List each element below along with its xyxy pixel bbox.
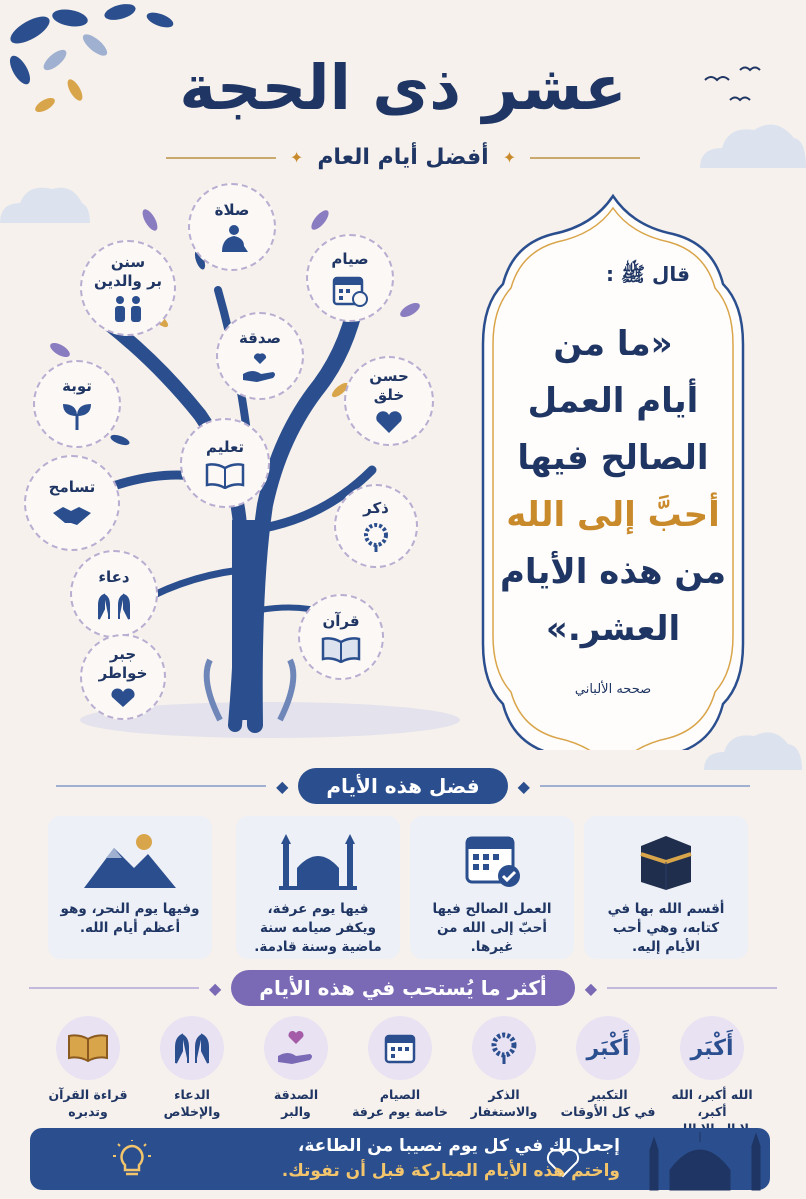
virtue-card: [584, 816, 748, 959]
prayer-beads-icon: [359, 522, 393, 554]
takbir-calligraphy-icon: [680, 1016, 744, 1080]
bubble-label: صلاة: [214, 200, 250, 219]
virtues-heading: فضل هذه الأيام: [298, 768, 507, 804]
diamond-icon: ◆: [208, 978, 222, 998]
bubble-talim: [180, 418, 270, 508]
virtue-card: [236, 816, 400, 959]
hadith-line: الصالح فيها: [517, 438, 709, 478]
bubble-dhikr: [334, 484, 418, 568]
bubble-label: صدقة: [238, 328, 282, 347]
heart-icon: [110, 687, 136, 709]
hadith-line: من هذه الأيام: [499, 552, 727, 592]
praying-hands-icon: [95, 591, 133, 621]
bubble-tawba: [33, 360, 121, 448]
bubble-quran: [298, 594, 384, 680]
divider: [29, 987, 199, 989]
divider: [540, 785, 750, 787]
recommended-item: [348, 1016, 452, 1120]
parents-icon: [108, 295, 148, 323]
quran-icon: [56, 1016, 120, 1080]
bubble-dua: [70, 550, 158, 638]
prayer-icon: [214, 224, 250, 254]
mosque-silhouette-icon: [640, 1112, 770, 1192]
virtue-text: أقسم الله بها في كتابه، وهي أحب الأيام إليه.: [607, 901, 725, 955]
hadith-line-highlight: أحبَّ إلى الله: [506, 495, 720, 535]
quran-icon: [321, 635, 361, 663]
bubble-label: خلق: [373, 386, 405, 404]
item-line: الدعاء: [174, 1087, 210, 1102]
diamond-icon: ◆: [276, 776, 289, 796]
takbir-badge: أَكْبَر: [586, 1035, 630, 1061]
recommended-item: [244, 1016, 348, 1120]
hadith-line: العشر.»: [545, 609, 681, 649]
takbir-calligraphy-icon: [576, 1016, 640, 1080]
item-line: في كل الأوقات: [560, 1104, 656, 1119]
bubble-label: حسن: [369, 367, 409, 385]
prayer-beads-icon: [472, 1016, 536, 1080]
item-line: الصدقة: [273, 1087, 319, 1102]
star-icon: ✦: [502, 148, 517, 167]
bubble-tasamuh: [24, 455, 120, 551]
mountain-icon: [80, 824, 180, 894]
bubble-label: سنن: [110, 253, 146, 271]
kaaba-icon: [631, 824, 701, 894]
divider: [607, 987, 777, 989]
charity-hand-icon: [241, 352, 279, 384]
bubble-sunan: [80, 240, 176, 336]
item-line: الصيام: [379, 1087, 421, 1102]
mosque-icon: [273, 824, 363, 894]
footer-line: إجعل لك في كل يوم نصيبا من الطاعة،: [297, 1136, 620, 1156]
heart-icon: [374, 409, 404, 435]
diamond-icon: ◆: [584, 978, 598, 998]
bubble-siyam: [306, 234, 394, 322]
bubble-label: خواطر: [98, 664, 148, 682]
virtue-text: وفيها يوم النحر، وهو أعظم أيام الله.: [60, 901, 200, 936]
book-icon: [205, 461, 245, 489]
item-line: وتدبره: [68, 1104, 108, 1119]
item-line: قراءة القرآن: [48, 1087, 128, 1102]
bubble-label: قرآن: [322, 611, 360, 630]
charity-hand-icon: [264, 1016, 328, 1080]
calendar-icon: [368, 1016, 432, 1080]
virtues-banner: [0, 768, 806, 804]
item-line: التكبير: [588, 1087, 628, 1102]
bubble-label: صيام: [331, 249, 369, 268]
recommended-item: [556, 1016, 660, 1120]
hadith-line: أيام العمل: [527, 381, 699, 421]
virtue-text: فيها يوم عرفة، ويكفر صيامه سنة ماضية وسنة قادمة.: [254, 901, 382, 955]
bubble-label: جبر: [109, 645, 137, 663]
lightbulb-icon: [112, 1140, 152, 1180]
bubble-salah: [188, 183, 276, 271]
divider: [166, 157, 276, 159]
item-line: والإخلاص: [163, 1104, 221, 1119]
page-title: عشر ذى الحجة: [179, 51, 627, 124]
bubble-husn-khuluq: [344, 356, 434, 446]
takbir-badge: أَكْبَر: [690, 1035, 734, 1061]
item-line: الله أكبر، الله أكبر،: [671, 1087, 753, 1119]
bubble-label: ذكر: [363, 498, 389, 517]
recommended-item: [452, 1016, 556, 1120]
footer-line-highlight: واختم هذه الأيام المباركة قبل أن تفوتك.: [281, 1161, 620, 1181]
divider: [56, 785, 266, 787]
handshake-icon: [51, 501, 93, 529]
calendar-icon: [331, 273, 369, 307]
virtue-card: [48, 816, 212, 959]
bubble-label: تعليم: [205, 437, 245, 456]
bubble-label: دعاء: [98, 567, 130, 586]
item-line: والاستغفار: [470, 1104, 538, 1119]
recommended-item: [36, 1016, 140, 1120]
item-line: الذكر: [488, 1087, 520, 1102]
recommended-item: [140, 1016, 244, 1120]
subtitle-row: [0, 145, 806, 170]
footer-text: [150, 1134, 620, 1184]
praying-hands-icon: [160, 1016, 224, 1080]
bubble-label: تسامح: [48, 477, 96, 496]
page-subtitle: أفضل أيام العام: [317, 145, 489, 170]
hadith-grade: صححه الألباني: [574, 682, 652, 697]
diamond-icon: ◆: [517, 776, 530, 796]
sprout-icon: [59, 400, 95, 432]
recommended-heading: أكثر ما يُستحب في هذه الأيام: [231, 970, 574, 1006]
hadith-line: «ما من: [553, 324, 673, 364]
calendar-check-icon: [457, 824, 527, 894]
divider: [530, 157, 640, 159]
bubble-label: بر والدين: [93, 272, 163, 290]
hadith-intro: قال ﷺ :: [605, 262, 690, 286]
item-line: خاصة يوم عرفة: [352, 1104, 448, 1119]
bubble-label: توبة: [62, 376, 92, 395]
virtue-text: العمل الصالح فيها أحبّ إلى الله من غيرها.: [432, 901, 552, 955]
star-icon: ✦: [289, 148, 304, 167]
virtue-card: [410, 816, 574, 959]
item-line: والبر: [281, 1104, 311, 1119]
bubble-jabr: [80, 634, 166, 720]
recommended-banner: [0, 970, 806, 1006]
bubble-sadaqa: [216, 312, 304, 400]
